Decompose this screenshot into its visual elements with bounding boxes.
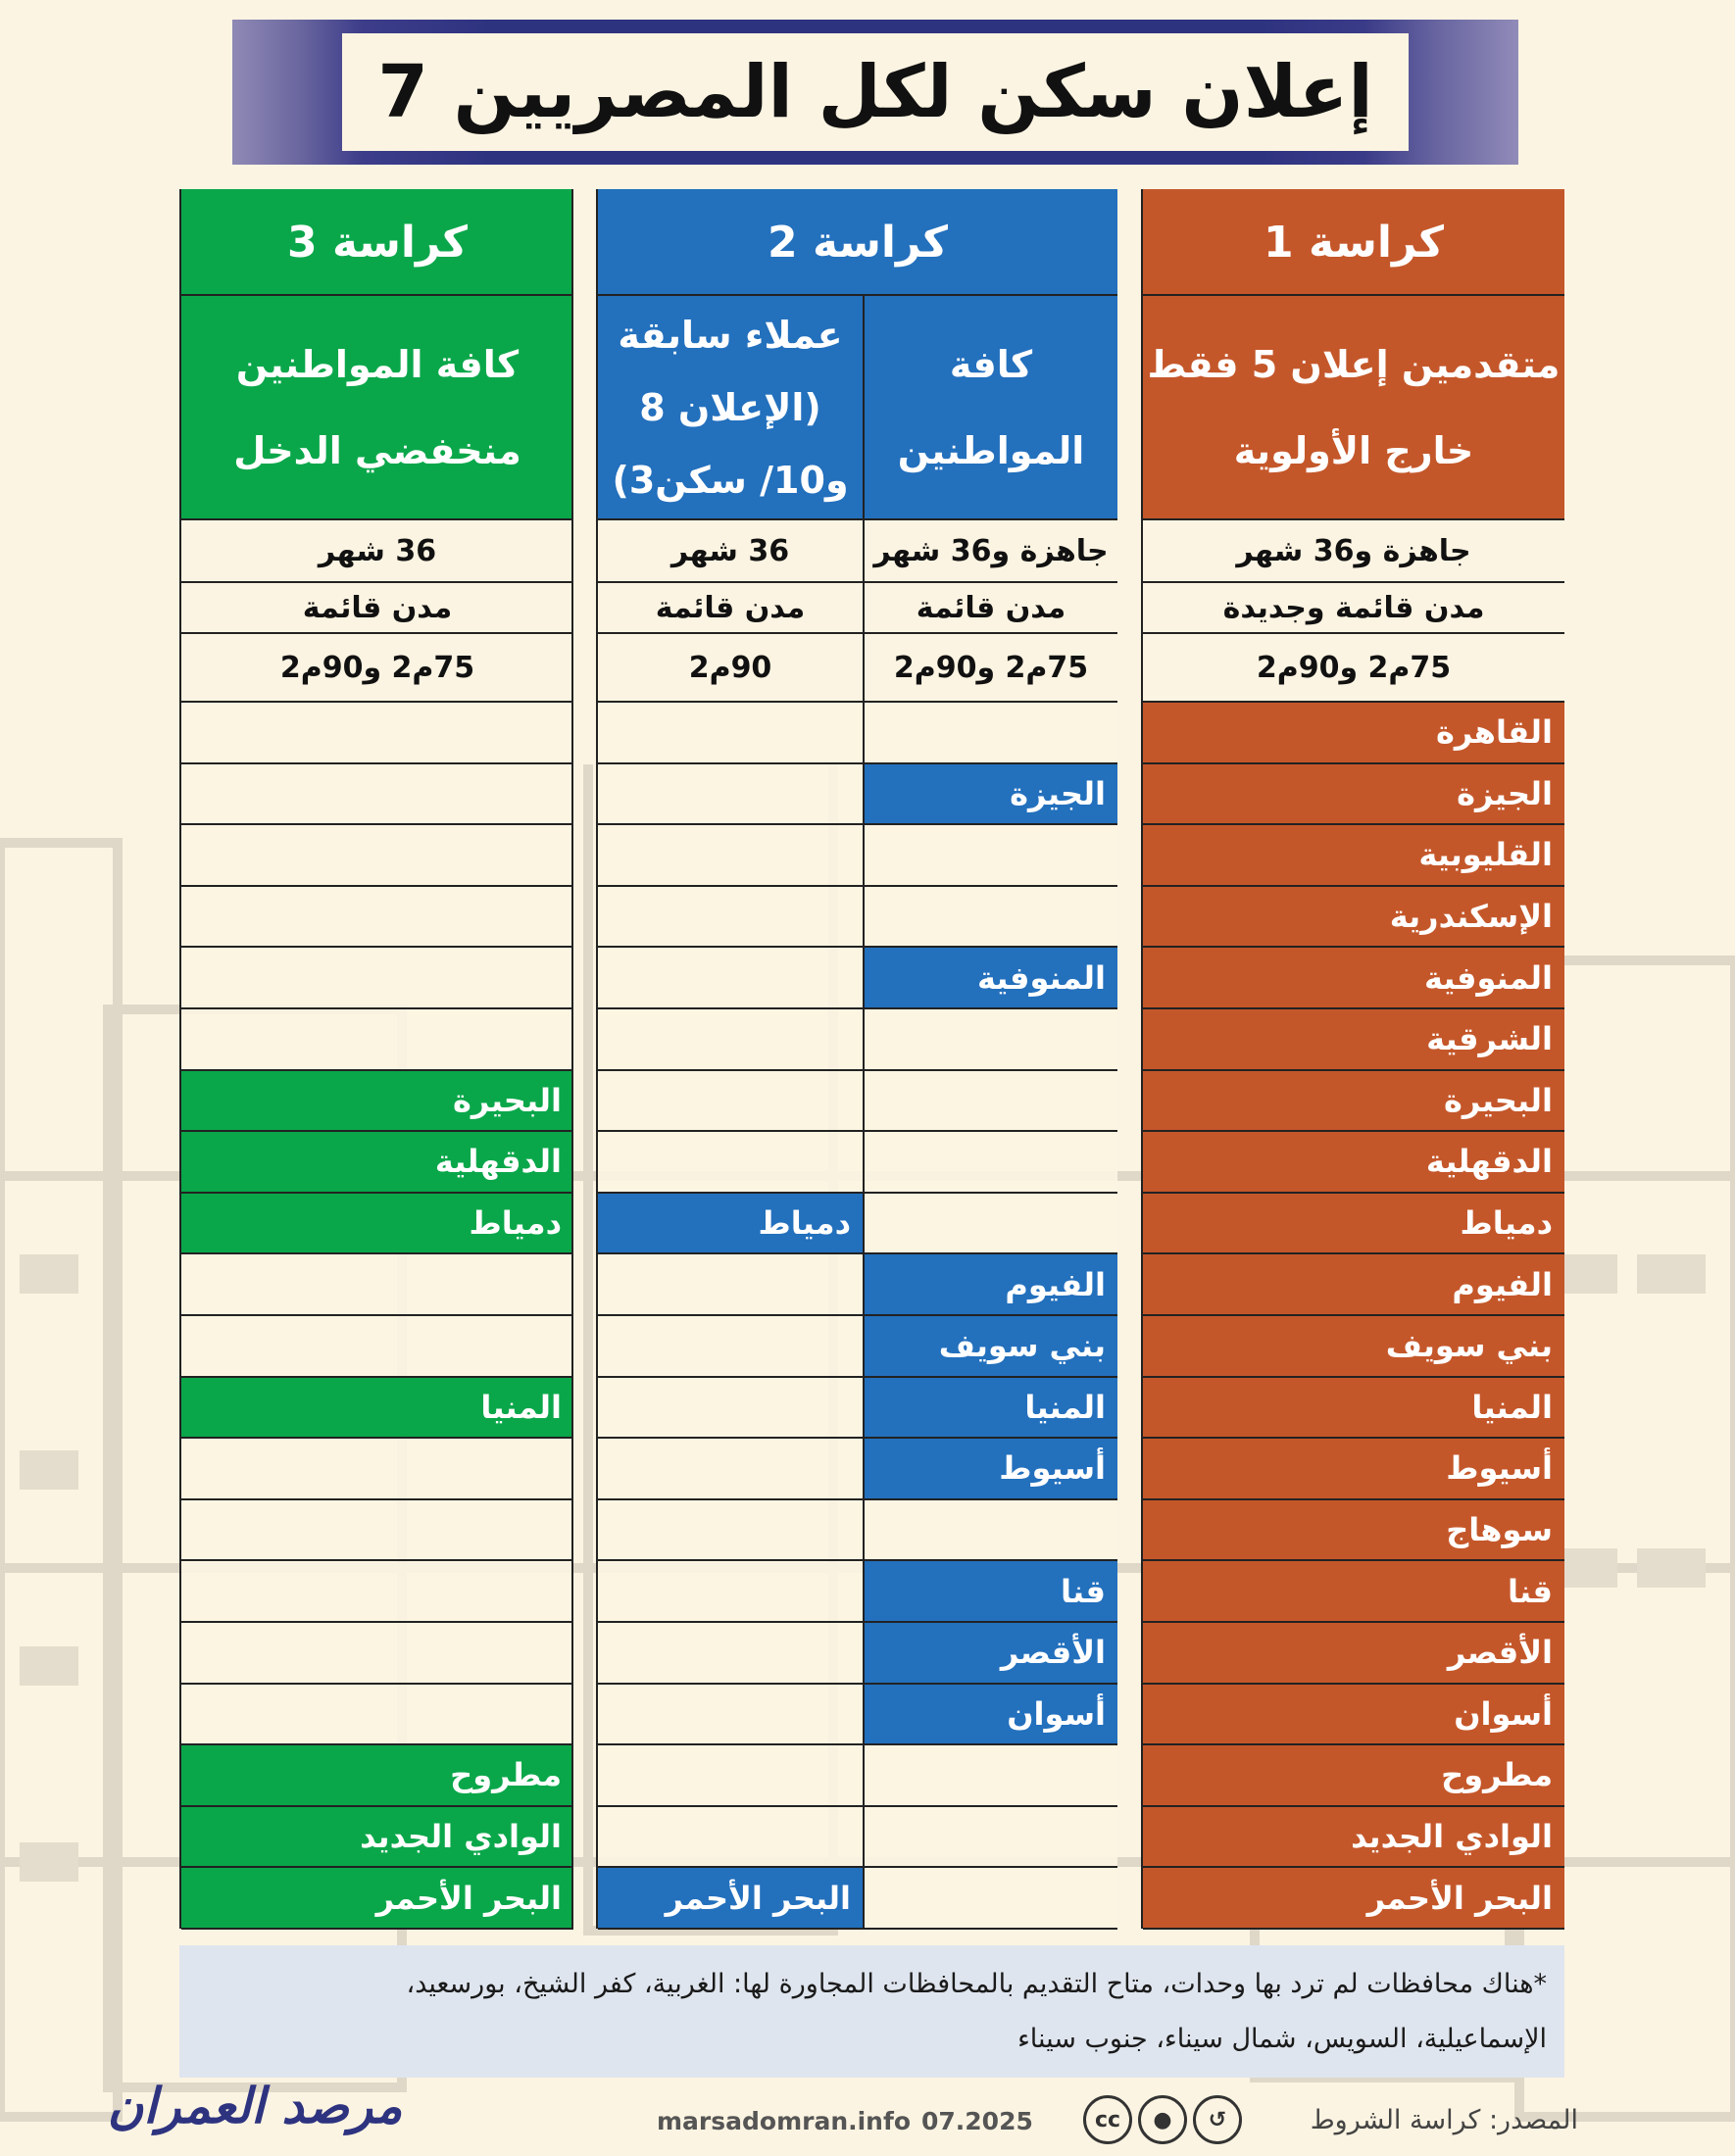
governorate-b2a: الفيوم: [865, 1253, 1117, 1315]
area-b2a: 75م2 و90م2: [865, 633, 1117, 702]
governorate-b1: القاهرة: [1143, 702, 1564, 763]
governorate-b1: الشرقية: [1143, 1008, 1564, 1070]
governorate-b3: البحر الأحمر: [181, 1867, 573, 1929]
grid-line: [1143, 581, 1564, 583]
grid-line: [598, 1252, 1117, 1254]
grid-line: [863, 295, 865, 1929]
empty-cell-b2b: [598, 1070, 863, 1132]
empty-cell-b2b: [598, 824, 863, 886]
grid-line: [598, 632, 1117, 634]
grid-line: [1143, 1069, 1564, 1071]
governorate-b2a: قنا: [865, 1560, 1117, 1622]
empty-cell-b3: [181, 886, 573, 948]
grid-line: [598, 701, 1117, 703]
empty-cell-b2b: [598, 1744, 863, 1806]
grid-line: [181, 885, 573, 887]
grid-line: [179, 189, 181, 1929]
publish-date: 07.2025: [921, 2107, 1033, 2135]
governorate-b1: أسيوط: [1143, 1438, 1564, 1499]
grid-line: [1143, 518, 1564, 520]
grid-line: [181, 1252, 573, 1254]
title-container: [232, 20, 1518, 165]
grid-line: [181, 1683, 573, 1685]
governorate-b2a: أسوان: [865, 1684, 1117, 1745]
empty-cell-b3: [181, 1315, 573, 1377]
booklet-header-b1: كراسة 1: [1143, 189, 1564, 295]
governorate-b3: الدقهلية: [181, 1131, 573, 1193]
grid-line: [598, 1498, 1117, 1500]
target-group-line: منخفضي الدخل: [233, 428, 521, 472]
empty-cell-b2b: [598, 1560, 863, 1622]
grid-line: [1143, 1683, 1564, 1685]
governorate-b3: دمياط: [181, 1193, 573, 1254]
empty-cell-b2b: [598, 1684, 863, 1745]
grid-line: [598, 823, 1117, 825]
grid-line: [598, 1437, 1117, 1439]
governorate-b2a: المنوفية: [865, 947, 1117, 1008]
empty-cell-b2b: [598, 1008, 863, 1070]
cities-b2a: مدن قائمة: [865, 582, 1117, 633]
grid-line: [1143, 1252, 1564, 1254]
grid-line: [598, 1683, 1117, 1685]
delivery-b2a: جاهزة و36 شهر: [865, 519, 1117, 582]
area-b3: 75م2 و90م2: [181, 633, 573, 702]
governorate-b1: المنوفية: [1143, 947, 1564, 1008]
grid-line: [598, 581, 1117, 583]
governorate-b2a: الأقصر: [865, 1622, 1117, 1684]
governorate-b1: القليوبية: [1143, 824, 1564, 886]
grid-line: [181, 1805, 573, 1807]
empty-cell-b3: [181, 1008, 573, 1070]
booklet-header-b2: كراسة 2: [598, 189, 1117, 295]
empty-cell-b3: [181, 763, 573, 825]
website-link[interactable]: marsadomran.info: [657, 2107, 912, 2135]
grid-line: [181, 823, 573, 825]
empty-cell-b2b: [598, 763, 863, 825]
grid-line: [1143, 823, 1564, 825]
cities-b2b: مدن قائمة: [598, 582, 863, 633]
delivery-b3: 36 شهر: [181, 519, 573, 582]
governorate-b2a: أسيوط: [865, 1438, 1117, 1499]
grid-line: [1141, 189, 1143, 1929]
grid-line: [1143, 885, 1564, 887]
grid-line: [181, 762, 573, 764]
governorate-b1: مطروح: [1143, 1744, 1564, 1806]
governorate-b1: الجيزة: [1143, 763, 1564, 825]
empty-cell-b2b: [598, 1499, 863, 1561]
grid-line: [1143, 1007, 1564, 1009]
empty-cell-b2b: [598, 1377, 863, 1439]
grid-line: [1143, 1376, 1564, 1378]
governorate-b1: الأقصر: [1143, 1622, 1564, 1684]
grid-line: [598, 294, 1117, 296]
empty-cell-b2a: [865, 1744, 1117, 1806]
empty-cell-b3: [181, 1684, 573, 1745]
governorate-b1: سوهاج: [1143, 1499, 1564, 1561]
sa-icon: ↺: [1193, 2095, 1242, 2144]
grid-line: [1143, 946, 1564, 948]
governorate-b1: المنيا: [1143, 1377, 1564, 1439]
governorate-b1: الفيوم: [1143, 1253, 1564, 1315]
grid-line: [1143, 1743, 1564, 1745]
empty-cell-b2a: [865, 1806, 1117, 1868]
empty-cell-b2a: [865, 1867, 1117, 1929]
cities-b3: مدن قائمة: [181, 582, 573, 633]
governorate-b2a: المنيا: [865, 1377, 1117, 1439]
source-credit: المصدر: كراسة الشروط: [1310, 2105, 1578, 2135]
governorate-b3: البحيرة: [181, 1070, 573, 1132]
empty-cell-b3: [181, 1499, 573, 1561]
empty-cell-b2b: [598, 1806, 863, 1868]
governorate-b2a: بني سويف: [865, 1315, 1117, 1377]
grid-line: [1143, 1621, 1564, 1623]
governorate-b1: الدقهلية: [1143, 1131, 1564, 1193]
booklet-header-b3: كراسة 3: [181, 189, 573, 295]
grid-line: [1143, 1866, 1564, 1868]
empty-cell-b2a: [865, 1131, 1117, 1193]
grid-line: [598, 1928, 1117, 1930]
grid-line: [598, 762, 1117, 764]
grid-line: [1143, 1314, 1564, 1316]
empty-cell-b3: [181, 1622, 573, 1684]
footnote-line-1: *هناك محافظات لم ترد بها وحدات، متاح التقديم بالمحافظات المجاورة لها: الغربية، كفر الشيخ، بورسعيد،: [406, 1969, 1547, 1999]
grid-line: [598, 1314, 1117, 1316]
brand-logo: مرصد العمران: [107, 2078, 403, 2134]
governorate-b1: دمياط: [1143, 1193, 1564, 1254]
empty-cell-b2b: [598, 947, 863, 1008]
empty-cell-b2b: [598, 1253, 863, 1315]
cities-b1: مدن قائمة وجديدة: [1143, 582, 1564, 633]
empty-cell-b2a: [865, 702, 1117, 763]
footnote-line-2: الإسماعيلية، السويس، شمال سيناء، جنوب سيناء: [1017, 2024, 1547, 2054]
grid-line: [181, 1866, 573, 1868]
empty-cell-b2a: [865, 1193, 1117, 1254]
governorate-b3: مطروح: [181, 1744, 573, 1806]
empty-cell-b2b: [598, 1315, 863, 1377]
grid-line: [181, 1498, 573, 1500]
empty-cell-b2b: [598, 1438, 863, 1499]
grid-line: [1143, 294, 1564, 296]
empty-cell-b3: [181, 947, 573, 1008]
grid-line: [181, 946, 573, 948]
empty-cell-b2b: [598, 1622, 863, 1684]
grid-line: [1143, 1437, 1564, 1439]
empty-cell-b3: [181, 1253, 573, 1315]
by-icon: ●: [1138, 2095, 1187, 2144]
grid-line: [181, 1314, 573, 1316]
target-group-line: كافة: [949, 342, 1033, 386]
target-group-line: المواطنين: [897, 428, 1085, 472]
delivery-b1: جاهزة و36 شهر: [1143, 519, 1564, 582]
target-group-b2b: [598, 295, 863, 519]
grid-line: [598, 1866, 1117, 1868]
footnote: [179, 1945, 1564, 2078]
empty-cell-b2b: [598, 1131, 863, 1193]
grid-line: [181, 1130, 573, 1132]
grid-line: [181, 581, 573, 583]
target-group-b2a: [865, 295, 1117, 519]
license-icons: [1083, 2095, 1242, 2150]
empty-cell-b3: [181, 702, 573, 763]
grid-line: [1143, 701, 1564, 703]
empty-cell-b2a: [865, 1008, 1117, 1070]
grid-line: [1143, 1498, 1564, 1500]
grid-line: [598, 1376, 1117, 1378]
grid-line: [598, 1069, 1117, 1071]
empty-cell-b2a: [865, 1499, 1117, 1561]
area-b1: 75م2 و90م2: [1143, 633, 1564, 702]
grid-line: [598, 1007, 1117, 1009]
grid-line: [181, 1376, 573, 1378]
governorate-b1: الإسكندرية: [1143, 886, 1564, 948]
grid-line: [181, 632, 573, 634]
grid-line: [598, 1192, 1117, 1194]
governorate-b2b: البحر الأحمر: [598, 1867, 863, 1929]
page-title: إعلان سكن لكل المصريين 7: [342, 33, 1408, 151]
grid-line: [181, 518, 573, 520]
empty-cell-b3: [181, 824, 573, 886]
grid-line: [598, 885, 1117, 887]
grid-line: [181, 1559, 573, 1561]
grid-line: [1143, 1130, 1564, 1132]
empty-cell-b2b: [598, 702, 863, 763]
empty-cell-b2b: [598, 886, 863, 948]
cc-icon: cc: [1083, 2095, 1132, 2144]
empty-cell-b3: [181, 1560, 573, 1622]
grid-line: [181, 701, 573, 703]
target-group-line: (الإعلان 8: [639, 385, 821, 429]
empty-cell-b3: [181, 1438, 573, 1499]
grid-line: [598, 1559, 1117, 1561]
grid-line: [598, 1743, 1117, 1745]
grid-line: [181, 1743, 573, 1745]
area-b2b: 90م2: [598, 633, 863, 702]
grid-line: [181, 294, 573, 296]
grid-line: [598, 518, 1117, 520]
grid-line: [571, 189, 573, 1929]
target-group-line: عملاء سابقة: [618, 313, 843, 357]
grid-line: [181, 1069, 573, 1071]
governorate-b2b: دمياط: [598, 1193, 863, 1254]
grid-line: [1143, 1928, 1564, 1930]
target-group-line: متقدمين إعلان 5 فقط: [1147, 342, 1561, 386]
governorate-b1: الوادي الجديد: [1143, 1806, 1564, 1868]
empty-cell-b2a: [865, 824, 1117, 886]
grid-line: [181, 1007, 573, 1009]
grid-line: [1143, 762, 1564, 764]
governorate-b3: الوادي الجديد: [181, 1806, 573, 1868]
target-group-line: و10/ سكن3): [612, 458, 849, 502]
grid-line: [1143, 1192, 1564, 1194]
grid-line: [598, 1805, 1117, 1807]
governorate-b1: بني سويف: [1143, 1315, 1564, 1377]
empty-cell-b2a: [865, 1070, 1117, 1132]
grid-line: [181, 1437, 573, 1439]
grid-line: [598, 1621, 1117, 1623]
empty-cell-b2a: [865, 886, 1117, 948]
governorate-b2a: الجيزة: [865, 763, 1117, 825]
governorate-b1: البحيرة: [1143, 1070, 1564, 1132]
grid-line: [598, 1130, 1117, 1132]
governorate-b1: البحر الأحمر: [1143, 1867, 1564, 1929]
grid-line: [181, 1192, 573, 1194]
grid-line: [1143, 1559, 1564, 1561]
grid-line: [181, 1928, 573, 1930]
governorate-b3: المنيا: [181, 1377, 573, 1439]
target-group-b1: [1143, 295, 1564, 519]
target-group-b3: [181, 295, 573, 519]
target-group-line: خارج الأولوية: [1233, 428, 1474, 472]
grid-line: [596, 189, 598, 1929]
grid-line: [1143, 632, 1564, 634]
grid-line: [181, 1621, 573, 1623]
grid-line: [598, 946, 1117, 948]
grid-line: [1143, 1805, 1564, 1807]
governorate-b1: أسوان: [1143, 1684, 1564, 1745]
delivery-b2b: 36 شهر: [598, 519, 863, 582]
governorate-b1: قنا: [1143, 1560, 1564, 1622]
target-group-line: كافة المواطنين: [235, 342, 520, 386]
